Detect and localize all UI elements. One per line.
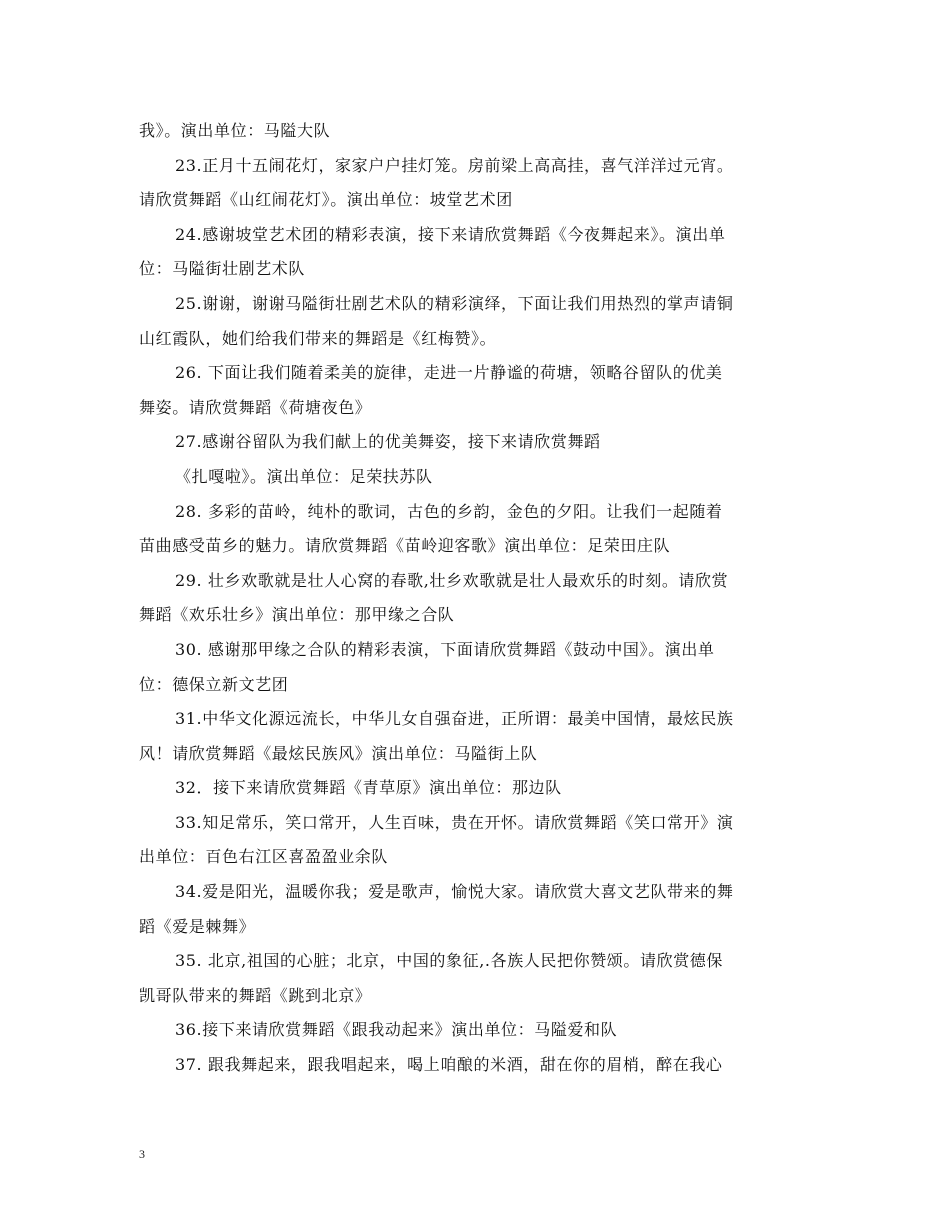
text-line: 32．接下来请欣赏舞蹈《青草原》演出单位：那边队 <box>175 778 562 798</box>
text-line: 《扎嘎啦》。演出单位：足荣扶苏队 <box>175 466 433 486</box>
text-line: 舞姿。请欣赏舞蹈《荷塘夜色》 <box>139 397 372 417</box>
text-line: 25.谢谢，谢谢马隘街壮剧艺术队的精彩演绎，下面让我们用热烈的掌声请铜 <box>175 293 734 313</box>
page-number: 3 <box>139 1147 145 1161</box>
text-line: 34.爱是阳光，温暖你我；爱是歌声，愉悦大家。请欣赏大喜文艺队带来的舞 <box>175 882 734 902</box>
text-line: 出单位：百色右江区喜盈盈业余队 <box>139 847 389 867</box>
document-body <box>139 114 811 1083</box>
text-line: 36.接下来请欣赏舞蹈《跟我动起来》演出单位：马隘爱和队 <box>175 1020 618 1040</box>
text-line: 山红霞队，她们给我们带来的舞蹈是《红梅赞》。 <box>139 328 497 348</box>
text-line: 35. 北京,祖国的心脏；北京，中国的象征,.各族人民把你赞颂。请欣赏德保 <box>175 951 723 971</box>
text-line: 30. 感谢那甲缘之合队的精彩表演，下面请欣赏舞蹈《鼓动中国》。演出单 <box>175 639 715 659</box>
text-line: 蹈《爱是棘舞》 <box>139 916 256 936</box>
text-line: 26. 下面让我们随着柔美的旋律，走进一片静谧的荷塘，领略谷留队的优美 <box>175 363 723 383</box>
text-line: 27.感谢谷留队为我们献上的优美舞姿，接下来请欣赏舞蹈 <box>175 432 601 452</box>
text-line: 舞蹈《欢乐壮乡》演出单位：那甲缘之合队 <box>139 605 455 625</box>
text-line: 24.感谢坡堂艺术团的精彩表演，接下来请欣赏舞蹈《今夜舞起来》。演出单 <box>175 224 726 244</box>
text-line: 我》。演出单位：马隘大队 <box>139 121 331 140</box>
text-line: 苗曲感受苗乡的魅力。请欣赏舞蹈《苗岭迎客歌》演出单位：足荣田庄队 <box>139 536 671 556</box>
text-line: 位：德保立新文艺团 <box>139 674 289 694</box>
text-line: 风！请欣赏舞蹈《最炫民族风》演出单位：马隘街上队 <box>139 743 538 763</box>
text-line: 33.知足常乐，笑口常开，人生百味，贵在开怀。请欣赏舞蹈《笑口常开》演 <box>175 812 734 832</box>
text-line: 请欣赏舞蹈《山红闹花灯》。演出单位：坡堂艺术团 <box>139 190 513 210</box>
text-line: 23.正月十五闹花灯，家家户户挂灯笼。房前梁上高高挂，喜气洋洋过元宵。 <box>175 155 734 175</box>
text-line: 位：马隘街壮剧艺术队 <box>139 259 306 279</box>
text-line: 凯哥队带来的舞蹈《跳到北京》 <box>139 985 372 1005</box>
text-line: 28. 多彩的苗岭，纯朴的歌词，古色的乡韵，金色的夕阳。让我们一起随着 <box>175 501 723 521</box>
text-line: 29. 壮乡欢歌就是壮人心窝的春歌,壮乡欢歌就是壮人最欢乐的时刻。请欣赏 <box>175 570 729 590</box>
text-line: 37. 跟我舞起来，跟我唱起来，喝上咱酿的米酒，甜在你的眉梢，醉在我心 <box>175 1055 723 1075</box>
text-line: 31.中华文化源远流长，中华儿女自强奋进，正所谓：最美中国情，最炫民族 <box>175 709 734 729</box>
